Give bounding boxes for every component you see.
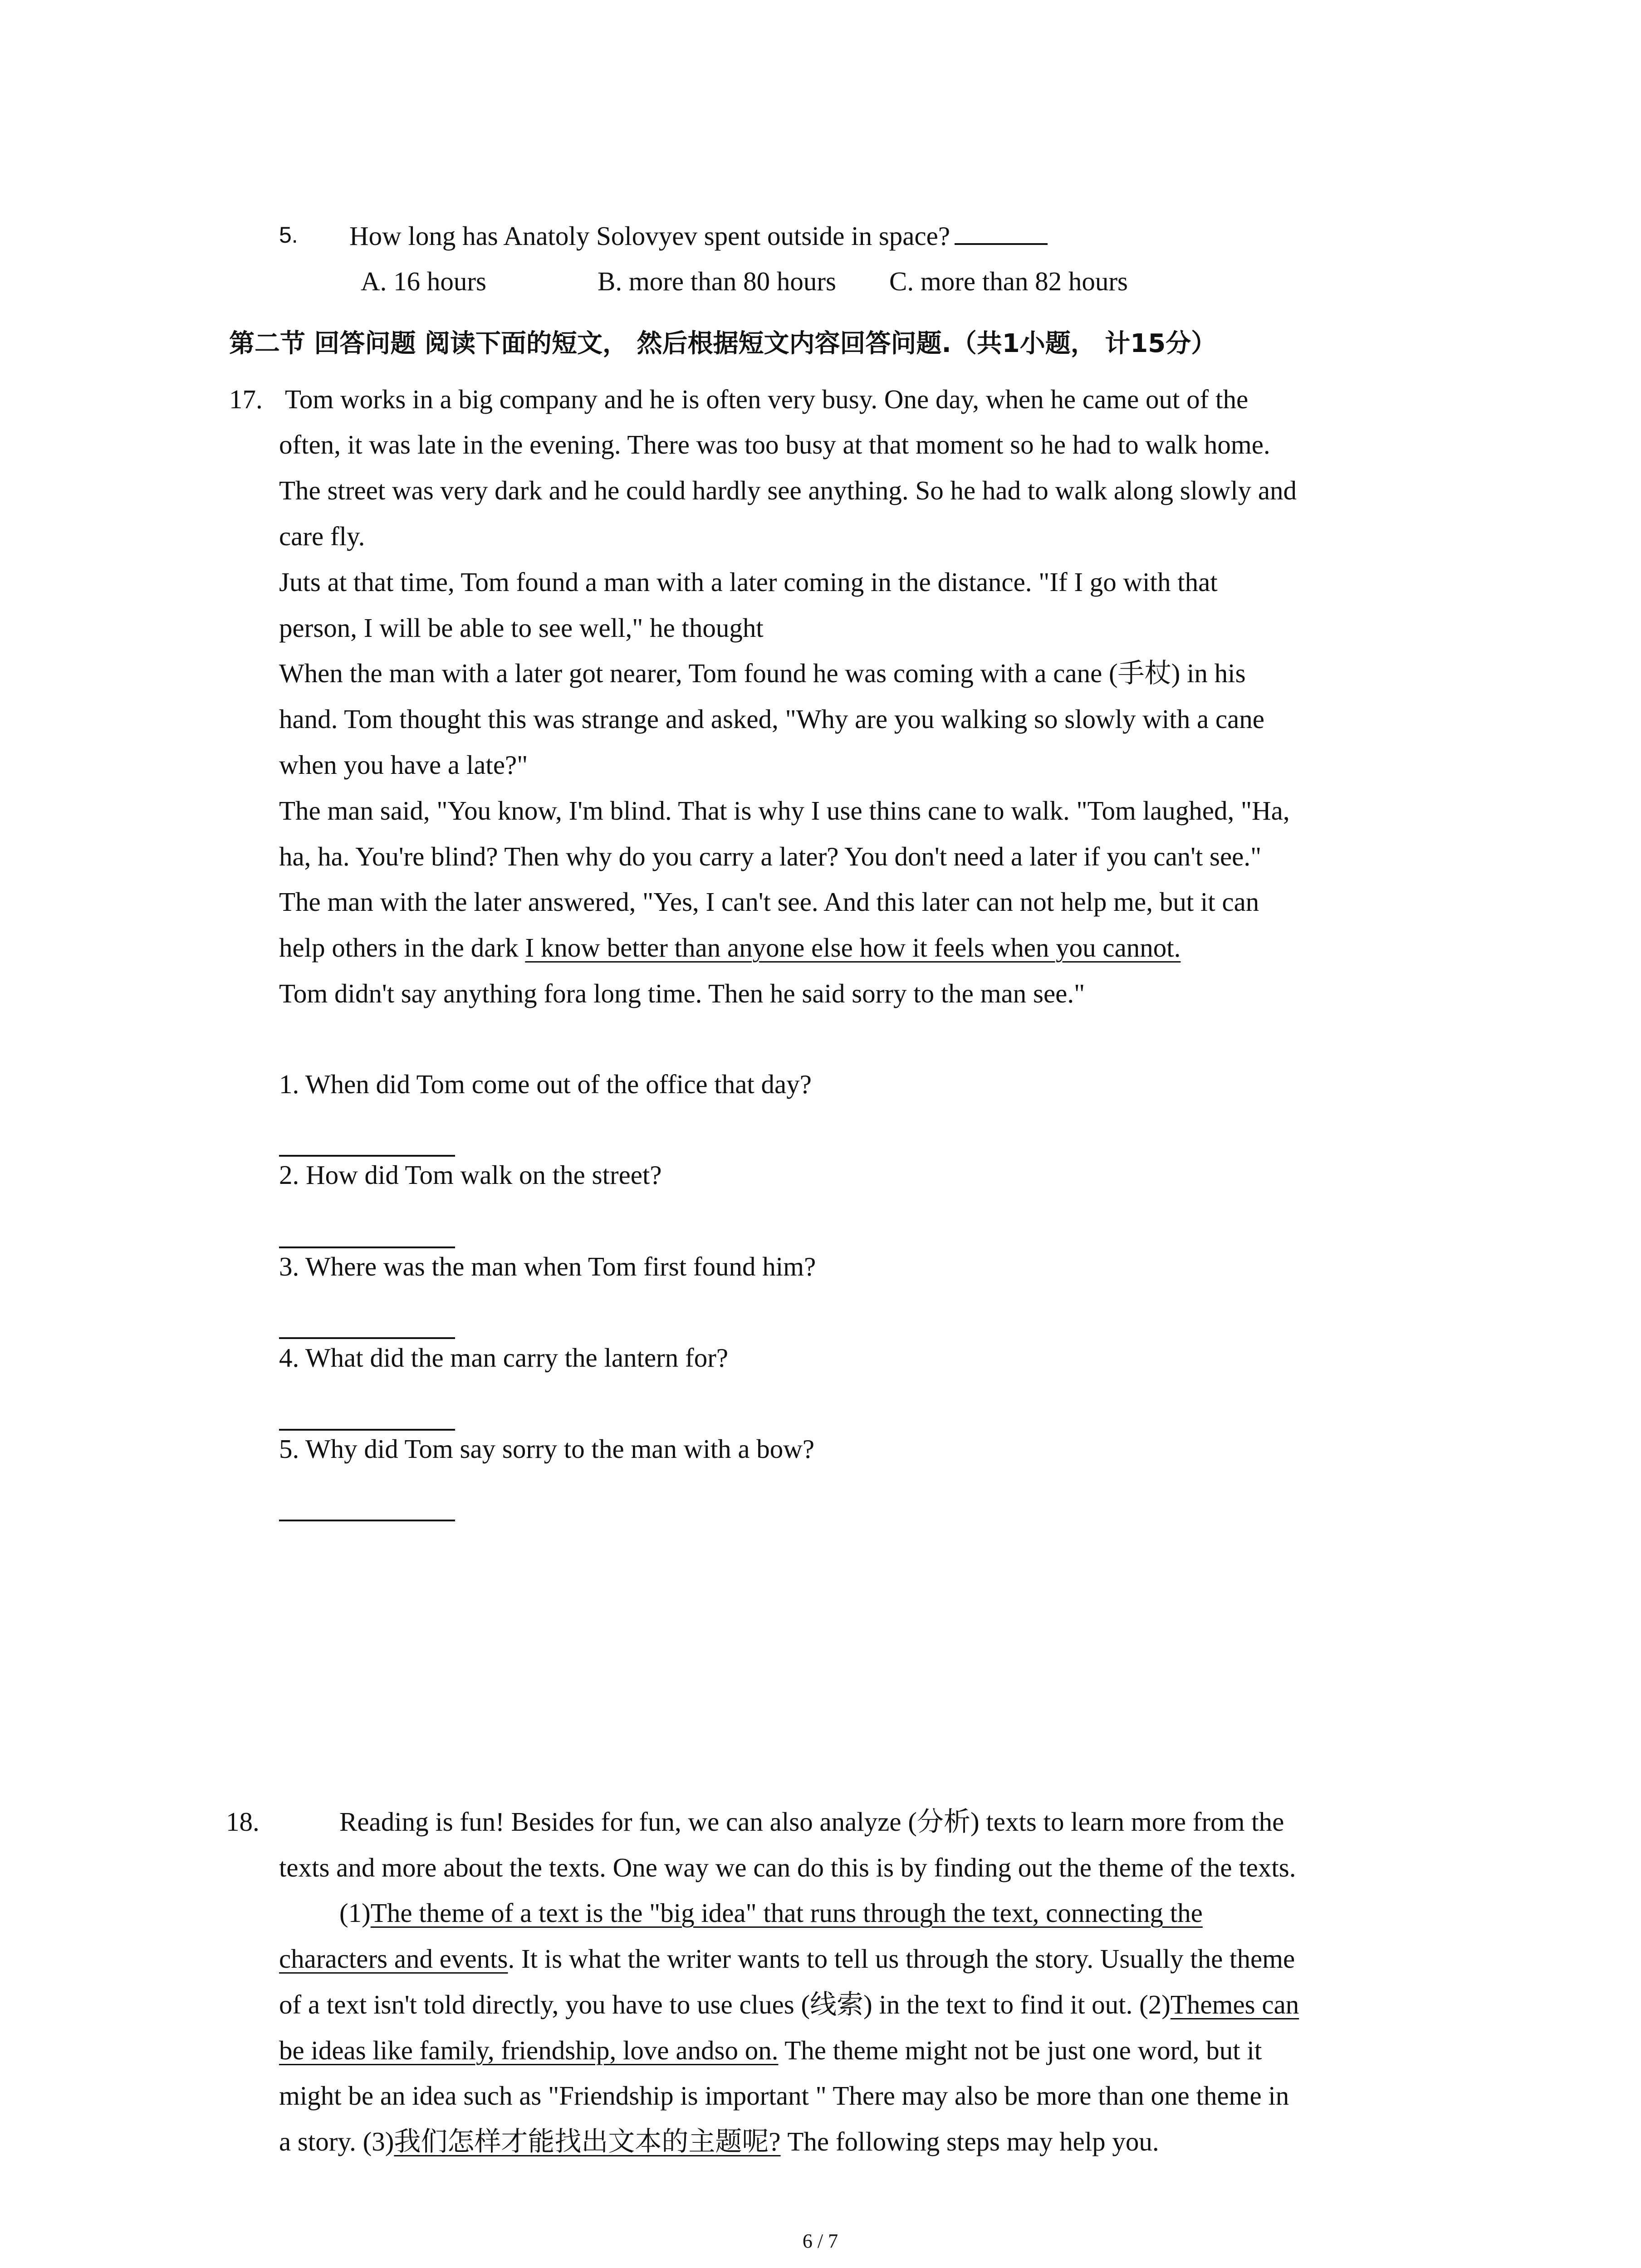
q5-question: [349, 218, 1048, 254]
passage-line: often, it was late in the evening. There was too busy at that moment so he had to walk home.: [279, 430, 1270, 459]
sub-question-2: 2. How did Tom walk on the street?: [279, 1160, 662, 1190]
answer-blank-5[interactable]: [279, 1520, 455, 1521]
passage-line: When the man with a later got nearer, Tom found he was coming with a cane (手杖) in his: [279, 658, 1246, 688]
q5-question-text: How long has Anatoly Solovyev spent outside in space?: [349, 221, 950, 251]
passage-line: Tom works in a big company and he is often very busy. One day, when he came out of the: [285, 384, 1249, 414]
sub-question-3: 3. Where was the man when Tom first found him?: [279, 1251, 816, 1281]
passage-line: person, I will be able to see well," he thought: [279, 613, 764, 643]
passage-line: [279, 1986, 1299, 2023]
q17-number: 17.: [229, 384, 263, 414]
passage-text: help others in the dark: [279, 933, 525, 963]
underlined-sentence: I know better than anyone else how it feels when you cannot.: [525, 933, 1181, 963]
passage-line: [279, 2123, 1159, 2160]
passage-text: . It is what the writer wants to tell us through the story. Usually the theme: [508, 1944, 1295, 1974]
underlined-sentence-1-end: characters and events: [279, 1944, 508, 1974]
q5-answer-blank[interactable]: [955, 218, 1048, 245]
passage-line: hand. Tom thought this was strange and asked, "Why are you walking so slowly with a cane: [279, 704, 1264, 734]
q18-number: 18.: [226, 1807, 260, 1837]
passage-line: Reading is fun! Besides for fun, we can also analyze (分析) texts to learn more from the: [339, 1807, 1284, 1837]
q5-option-a: A. 16 hours: [361, 266, 486, 296]
section-header: 第二节 回答问题 阅读下面的短文， 然后根据短文内容回答问题.（共1小题， 计15分）: [229, 329, 1217, 358]
passage-text: of a text isn't told directly, you have to use clues (线索) in the text to find it out. (2): [279, 1989, 1171, 2019]
passage-line: ha, ha. You're blind? Then why do you carry a later? You don't need a later if you can't see.": [279, 841, 1262, 871]
q5-number: 5.: [279, 222, 298, 248]
underlined-sentence-3: 我们怎样才能找出文本的主题呢?: [394, 2126, 781, 2156]
passage-line: when you have a late?": [279, 750, 528, 780]
passage-text: a story. (3): [279, 2126, 394, 2156]
passage-line: care fly.: [279, 521, 365, 551]
sub-question-4: 4. What did the man carry the lantern for?: [279, 1343, 729, 1373]
underlined-sentence-1: The theme of a text is the "big idea" that runs through the text, connecting the: [370, 1898, 1203, 1928]
page-number: 6 / 7: [802, 2230, 838, 2252]
passage-line: [279, 1941, 1295, 1977]
q5-option-c: C. more than 82 hours: [889, 266, 1128, 296]
marker-1: (1): [339, 1898, 371, 1928]
sub-question-1: 1. When did Tom come out of the office that day?: [279, 1069, 812, 1099]
passage-line: might be an idea such as "Friendship is important " There may also be more than one theme in: [279, 2081, 1289, 2111]
underlined-sentence-2: Themes can: [1170, 1989, 1299, 2019]
passage-line: [279, 929, 1181, 966]
passage-text: The following steps may help you.: [780, 2126, 1159, 2156]
passage-line: The man said, "You know, I'm blind. That is why I use thins cane to walk. "Tom laughed, "Ha,: [279, 796, 1290, 826]
sub-question-5: 5. Why did Tom say sorry to the man with a bow?: [279, 1434, 815, 1464]
answer-blank-3[interactable]: [279, 1337, 455, 1339]
underlined-sentence-2-end: be ideas like family, friendship, love andso on.: [279, 2035, 779, 2065]
passage-line: Juts at that time, Tom found a man with a later coming in the distance. "If I go with that: [279, 567, 1218, 597]
passage-text: The theme might not be just one word, but it: [778, 2035, 1262, 2065]
passage-line: The street was very dark and he could hardly see anything. So he had to walk along slowly and: [279, 475, 1297, 505]
passage-line: texts and more about the texts. One way we can do this is by finding out the theme of the texts.: [279, 1853, 1296, 1882]
q5-option-b: B. more than 80 hours: [598, 266, 837, 296]
passage-line: [279, 2032, 1262, 2068]
passage-line: Tom didn't say anything fora long time. Then he said sorry to the man see.": [279, 978, 1085, 1008]
passage-line: [339, 1895, 1203, 1931]
passage-line: The man with the later answered, "Yes, I can't see. And this later can not help me, but it can: [279, 887, 1259, 917]
